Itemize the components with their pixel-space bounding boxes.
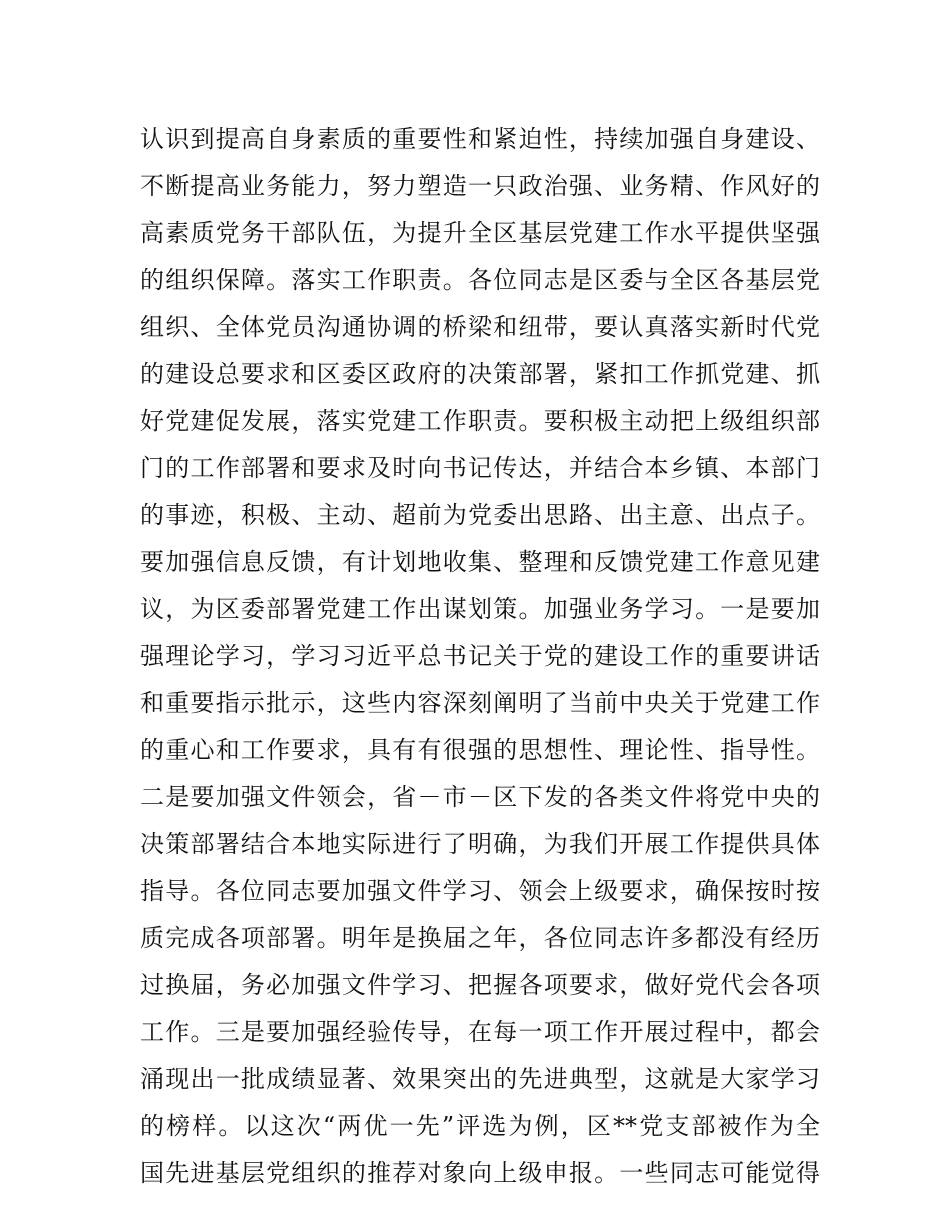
text-line: 的建设总要求和区委区政府的决策部署，紧扣工作抓党建、抓	[140, 360, 820, 388]
text-line: 要加强信息反馈，有计划地收集、整理和反馈党建工作意见建	[140, 548, 820, 576]
text-line: 高素质党务干部队伍，为提升全区基层党建工作水平提供坚强	[140, 219, 820, 247]
text-line: 国先进基层党组织的推荐对象向上级申报。一些同志可能觉得	[140, 1159, 820, 1187]
text-line: 好党建促发展，落实党建工作职责。要积极主动把上级组织部	[140, 407, 820, 435]
text-line: 二是要加强文件领会，省－市－区下发的各类文件将党中央的	[140, 783, 820, 811]
text-line: 的事迹，积极、主动、超前为党委出思路、出主意、出点子。	[140, 501, 820, 529]
text-line: 的重心和工作要求，具有有很强的思想性、理论性、指导性。	[140, 736, 820, 764]
text-line: 决策部署结合本地实际进行了明确，为我们开展工作提供具体	[140, 830, 820, 858]
text-line: 的组织保障。落实工作职责。各位同志是区委与全区各基层党	[140, 266, 820, 294]
text-line: 过换届，务必加强文件学习、把握各项要求，做好党代会各项	[140, 971, 820, 999]
text-line: 不断提高业务能力，努力塑造一只政治强、业务精、作风好的	[140, 172, 820, 200]
text-line: 认识到提高自身素质的重要性和紧迫性，持续加强自身建设、	[140, 125, 820, 153]
text-line: 指导。各位同志要加强文件学习、领会上级要求，确保按时按	[140, 877, 820, 905]
text-line: 强理论学习，学习习近平总书记关于党的建设工作的重要讲话	[140, 642, 820, 670]
text-line: 组织、全体党员沟通协调的桥梁和纽带，要认真落实新时代党	[140, 313, 820, 341]
text-line: 议，为区委部署党建工作出谋划策。加强业务学习。一是要加	[140, 595, 820, 623]
text-line: 质完成各项部署。明年是换届之年，各位同志许多都没有经历	[140, 924, 820, 952]
text-line: 门的工作部署和要求及时向书记传达，并结合本乡镇、本部门	[140, 454, 820, 482]
text-line: 工作。三是要加强经验传导，在每一项工作开展过程中，都会	[140, 1018, 820, 1046]
text-line: 的榜样。以这次“两优一先”评选为例，区**党支部被作为全	[140, 1112, 820, 1140]
body-text	[140, 116, 820, 1197]
text-line: 涌现出一批成绩显著、效果突出的先进典型，这就是大家学习	[140, 1065, 820, 1093]
text-line: 和重要指示批示，这些内容深刻阐明了当前中央关于党建工作	[140, 689, 820, 717]
